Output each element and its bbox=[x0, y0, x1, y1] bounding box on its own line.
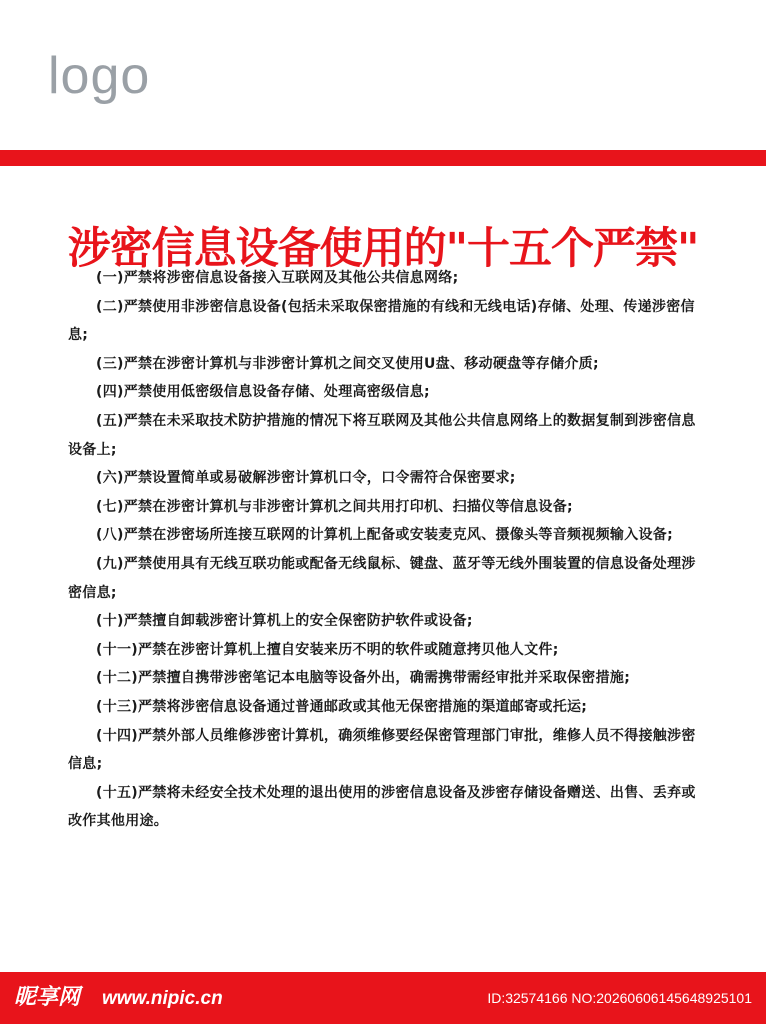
rules-list bbox=[68, 264, 704, 836]
logo: logo bbox=[48, 47, 151, 105]
rule-item-7: (七)严禁在涉密计算机与非涉密计算机之间共用打印机、扫描仪等信息设备; bbox=[96, 498, 573, 515]
rule-item-1: (一)严禁将涉密信息设备接入互联网及其他公共信息网络; bbox=[96, 270, 459, 286]
rule-item-9: (九)严禁使用具有无线互联功能或配备无线鼠标、键盘、蓝牙等无线外围装置的信息设备处理涉密信息; bbox=[68, 555, 696, 601]
rule-item-15: (十五)严禁将未经安全技术处理的退出使用的涉密信息设备及涉密存储设备赠送、出售、丢弃或改作其他用途。 bbox=[68, 784, 696, 830]
header-divider-bar bbox=[0, 150, 766, 166]
rule-item-2: (二)严禁使用非涉密信息设备(包括未采取保密措施的有线和无线电话)存储、处理、传递涉密信息; bbox=[68, 298, 695, 344]
rule-item-14: (十四)严禁外部人员维修涉密计算机，确须维修要经保密管理部门审批，维修人员不得接触涉密信息; bbox=[68, 727, 696, 773]
rule-item-6: (六)严禁设置简单或易破解涉密计算机口令，口令需符合保密要求; bbox=[96, 470, 516, 487]
rule-item-11: (十一)严禁在涉密计算机上擅自安装来历不明的软件或随意拷贝他人文件; bbox=[96, 641, 559, 658]
rule-item-3: (三)严禁在涉密计算机与非涉密计算机之间交叉使用U盘、移动硬盘等存储介质; bbox=[96, 355, 599, 372]
rule-item-4: (四)严禁使用低密级信息设备存储、处理高密级信息; bbox=[96, 384, 430, 401]
image-id-label: ID:32574166 NO:20260606145648925101 bbox=[487, 990, 752, 1006]
header bbox=[0, 0, 766, 150]
watermark-brand: 昵享网 bbox=[14, 985, 81, 1010]
rule-item-5: (五)严禁在未采取技术防护措施的情况下将互联网及其他公共信息网络上的数据复制到涉密信息设备上; bbox=[68, 412, 696, 458]
rule-item-12: (十二)严禁擅自携带涉密笔记本电脑等设备外出，确需携带需经审批并采取保密措施; bbox=[96, 670, 631, 687]
document-title: 涉密信息设备使用的"十五个严禁" bbox=[67, 223, 699, 274]
watermark-url: www.nipic.cn bbox=[102, 988, 223, 1009]
rule-item-10: (十)严禁擅自卸载涉密计算机上的安全保密防护软件或设备; bbox=[96, 613, 473, 630]
rule-item-8: (八)严禁在涉密场所连接互联网的计算机上配备或安装麦克风、摄像头等音频视频输入设备; bbox=[96, 527, 673, 544]
watermark-footer bbox=[0, 972, 766, 1024]
rule-item-13: (十三)严禁将涉密信息设备通过普通邮政或其他无保密措施的渠道邮寄或托运; bbox=[96, 698, 588, 715]
